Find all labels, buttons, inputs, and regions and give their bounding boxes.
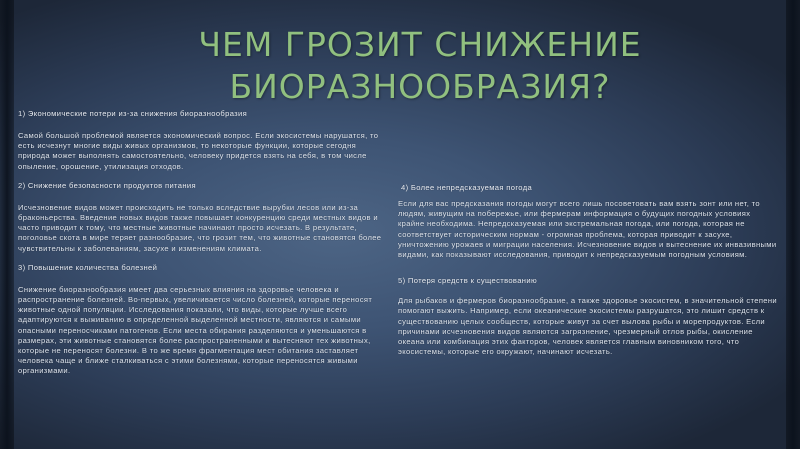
section-text: Снижение биоразнообразия имеет два серьезных влияния на здоровье человека и распространение болезней. Во-первых, увеличивается число болезней, которые переносят животные одной популяции. Исследования показали, что виды, которые лучше всего адаптируются к выживанию в определенной выделенной местности, являются и самыми опасными переносчиками патогенов. Если места обирания разделяются и уменьшаются в размерах, эти животные становятся более распространенными и вытесняют тех животных, которые не переносят болезни. В то же время фрагментация мест обитания заставляет человека чаще и ближе сталкиваться с этими болезнями, которые переносятся живыми организмами.: [18, 284, 373, 376]
section-economic-losses: [18, 109, 388, 172]
left-column: [18, 109, 388, 386]
section-text: Самой большой проблемой является экономический вопрос. Если экосистемы нарушатся, то есть исчезнут многие виды живых организмов, то некоторые функции, которые сегодня природа может выполнять самостоятельно, человеку придется взять на себя, в том числе опыление, орошение, утилизация отходов.: [18, 131, 379, 171]
section-heading: 3) Повышение количества болезней: [18, 262, 158, 272]
section-heading: 2) Снижение безопасности продуктов питания: [18, 180, 196, 190]
section-heading: 1) Экономические потери из-за снижения биоразнообразия: [18, 109, 248, 118]
section-livelihood-loss: [398, 276, 778, 357]
section-diseases: [18, 263, 388, 377]
right-column: [398, 183, 778, 366]
section-food-safety: [18, 181, 388, 254]
section-text: Для рыбаков и фермеров биоразнообразие, а также здоровье экосистем, в значительной степени помогают выжить. Например, если океанические экосистемы разрушатся, это лишит средств к существованию целых сообществ, которые живут за счет вылова рыбы и морепродуктов. Если причинами исчезновения видов являются загрязнение, чрезмерный отлов рыбы, окисление океана или комбинация этих факторов, человек является главным виновником того, что экосистемы, которые его окружают, начинают исчезать.: [398, 296, 778, 357]
slide-title: ЧЕМ ГРОЗИТ СНИЖЕНИЕ БИОРАЗНООБРАЗИЯ?: [198, 25, 642, 106]
section-text: Исчезновение видов может происходить не только вследствие вырубки лесов или из-за браконьерства. Введение новых видов также повышает конкуренцию среди местных видов и часто приводит к тому, что местные животные начинают просто исчезать. В результате, поголовье скота в мире теряет разнообразие, что грозит тем, что животные становятся более чувствительны к заболеваниям, засухе и изменениям климата.: [18, 202, 382, 253]
left-edge-shadow: [0, 0, 14, 449]
section-heading: 5) Потеря средств к существованию: [398, 276, 537, 286]
right-edge-shadow: [786, 0, 800, 449]
section-unpredictable-weather: [398, 183, 778, 260]
section-text: Если для вас предсказания погоды могут всего лишь посоветовать вам взять зонт или нет, то людям, живущим на побережье, или фермерам информация о будущих погодных условиях крайне необходима. Непредсказуемая или экстремальная погода, или погода, которая не соответствует историческим нормам - огромная проблема, которая приводит к засухе, уничтожению урожаев и миграции населения. Исчезновение видов и вытеснение их инвазивными видами, как показывают исследования, приводит к непредсказуемым погодным условиям.: [398, 199, 777, 260]
section-heading: 4) Более непредсказуемая погода: [401, 183, 533, 192]
